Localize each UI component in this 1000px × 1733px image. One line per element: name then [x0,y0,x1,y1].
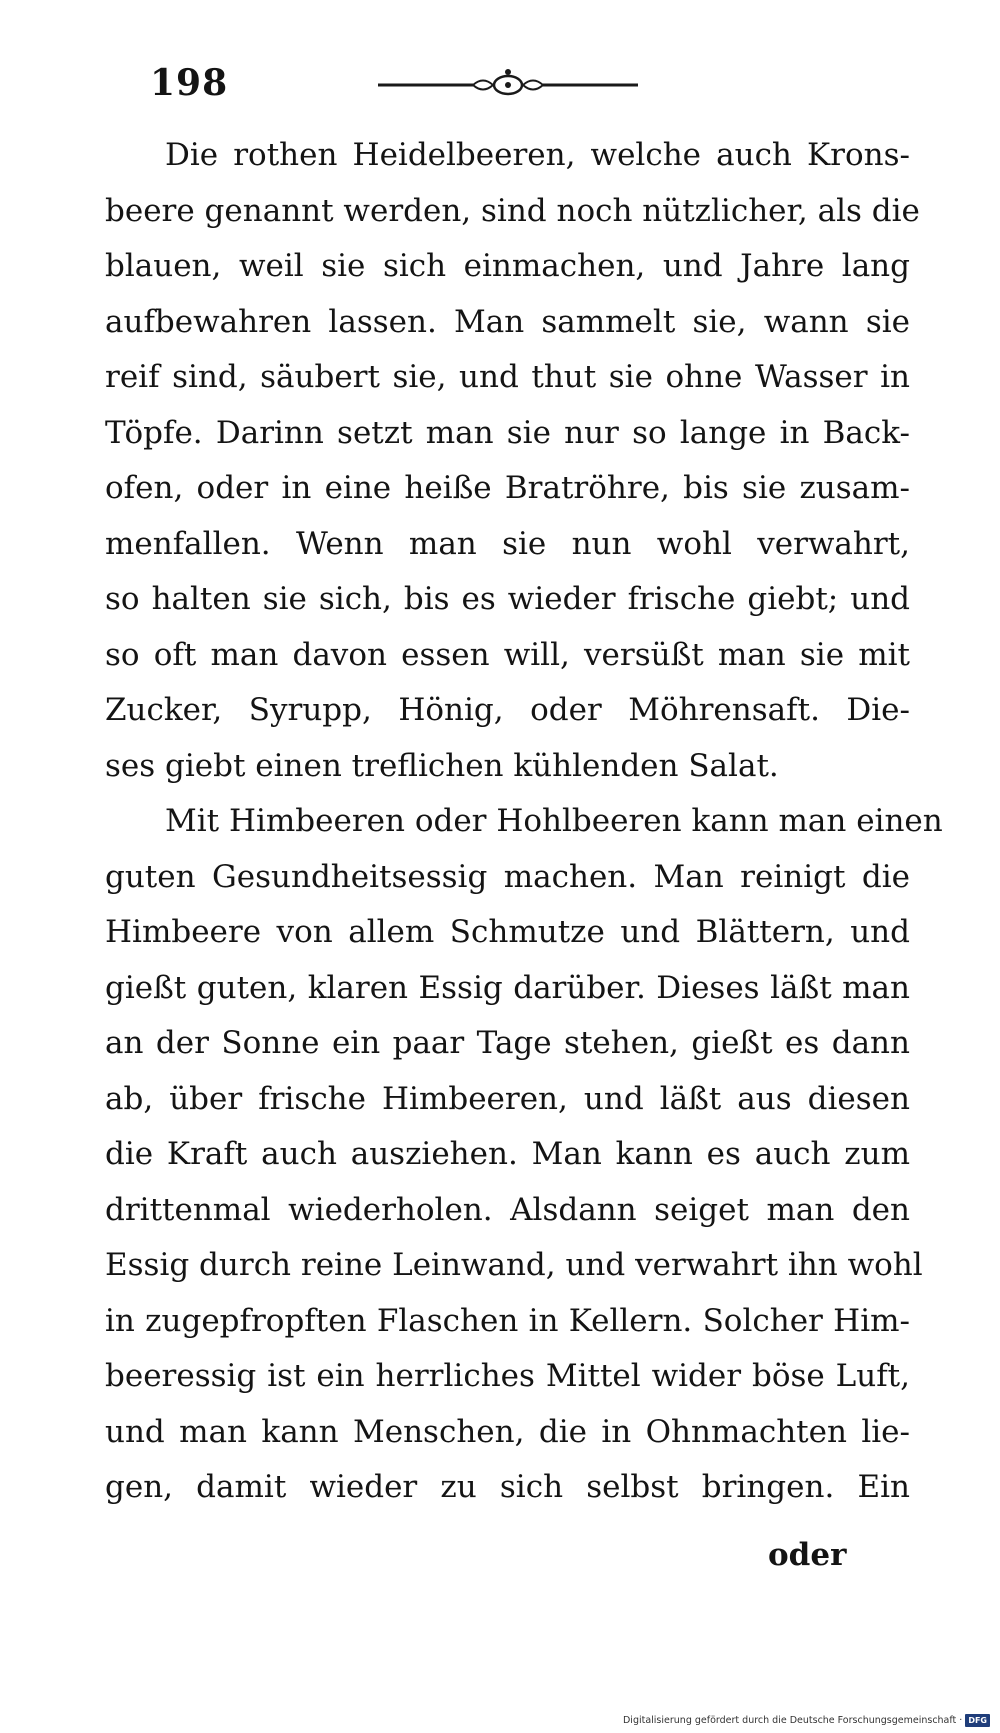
text-line: die Kraft auch ausziehen. Man kann es auch zum [105,1136,910,1172]
text-line: in zugepfropften Flaschen in Kellern. Solcher Him- [105,1302,910,1339]
text-line: drittenmal wiederholen. Alsdann seiget man den [105,1191,910,1228]
text-line: ofen, oder in eine heiße Bratröhre, bis sie zusam- [105,470,910,506]
text-line: Himbeere von allem Schmutze und Blättern, und [105,914,910,950]
digitization-footer [623,1714,990,1727]
text-line: Mit Himbeeren oder Hohlbeeren kann man einen [165,803,943,839]
text-line: an der Sonne ein paar Tage stehen, gießt es dann [105,1025,910,1061]
text-line: Essig durch reine Leinwand, und verwahrt ihn wohl [105,1247,923,1283]
text-line: guten Gesundheitsessig machen. Man reinigt die [105,858,910,895]
text-line: Töpfe. Darinn setzt man sie nur so lange in Back- [105,414,910,451]
text-line: reif sind, säubert sie, und thut sie ohne Wasser in [105,359,910,395]
decorative-ornament-icon [378,68,638,98]
text-line: und man kann Menschen, die in Ohnmachten lie- [105,1413,910,1450]
catchword: oder [768,1537,847,1573]
page-header [150,58,650,108]
text-line: so halten sie sich, bis es wieder frische giebt; und [105,581,910,617]
text-line: Die rothen Heidelbeeren, welche auch Krons- [165,137,910,173]
footer-credit: Digitalisierung gefördert durch die Deutsche Forschungsgemeinschaft · [622,1715,963,1726]
text-line: beeressig ist ein herrliches Mittel wider böse Luft, [105,1358,910,1394]
text-line: blauen, weil sie sich einmachen, und Jahre lang [105,248,910,284]
body-text [105,128,943,1516]
text-line: ab, über frische Himbeeren, und läßt aus diesen [105,1080,910,1117]
dfg-logo-icon: DFG [965,1714,990,1727]
text-line: ses giebt einen treflichen kühlenden Salat. [105,747,779,784]
page-number: 198 [150,62,229,104]
text-line: beere genannt werden, sind noch nützlicher, als die [105,192,920,229]
text-line: gen, damit wieder zu sich selbst bringen. Ein [105,1469,910,1505]
text-line: Zucker, Syrupp, Hönig, oder Möhrensaft. Die- [105,692,910,728]
text-line: menfallen. Wenn man sie nun wohl verwahrt, [105,525,910,562]
text-line: aufbewahren lassen. Man sammelt sie, wann sie [105,303,910,340]
text-line: gießt guten, klaren Essig darüber. Dieses läßt man [105,969,910,1006]
text-line: so oft man davon essen will, versüßt man sie mit [105,636,910,673]
